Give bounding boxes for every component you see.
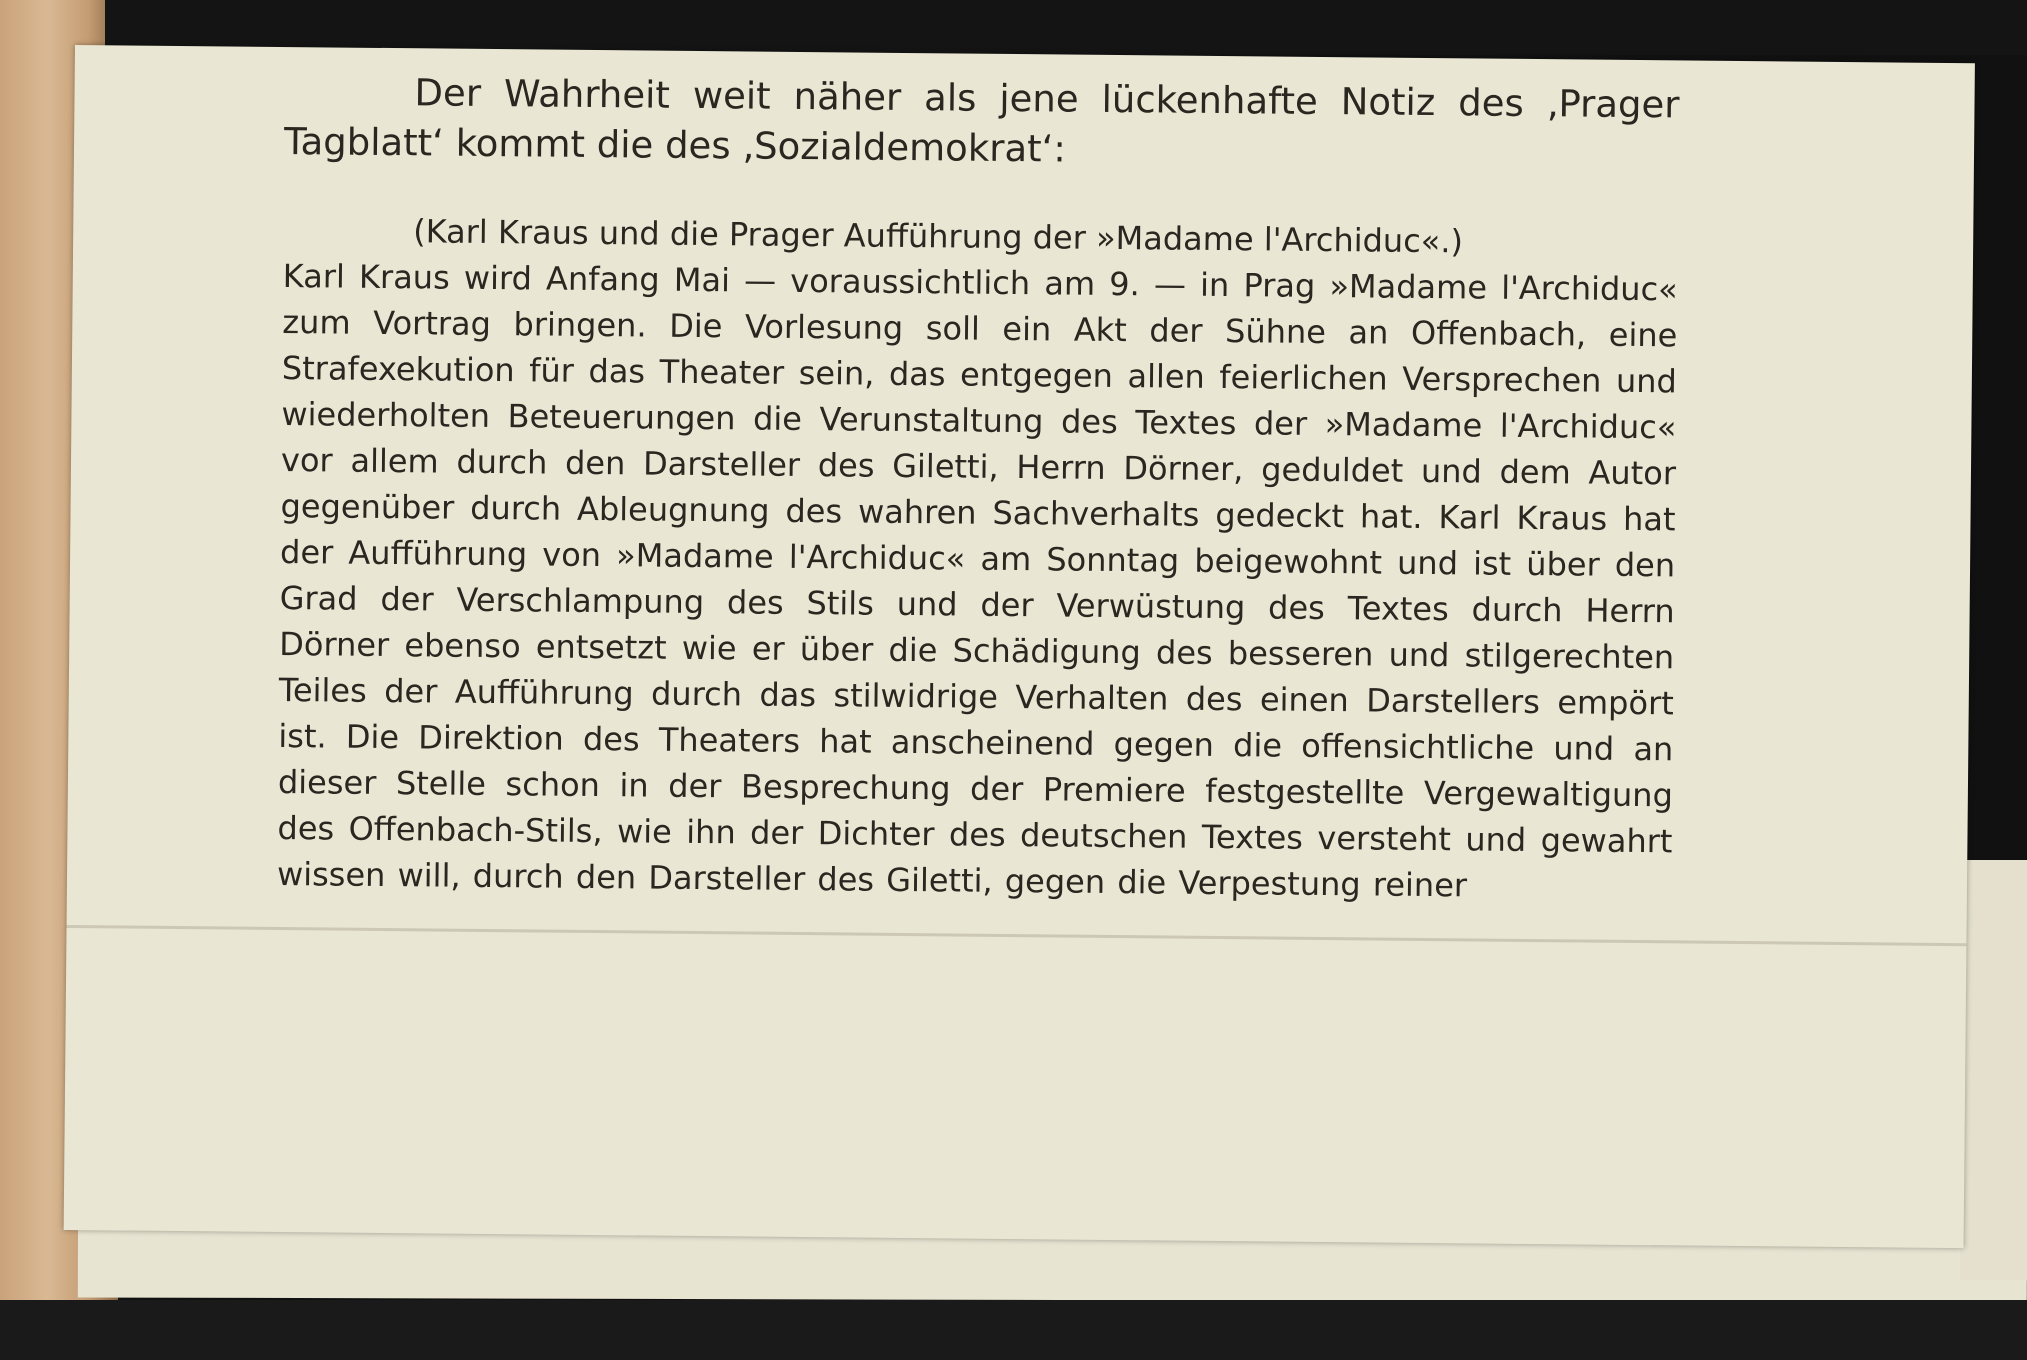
quote-heading: (Karl Kraus und die Prager Aufführung der »Madame l'Archiduc«.)	[413, 212, 1464, 261]
dark-background-top	[105, 0, 2027, 55]
newspaper-clipping	[64, 45, 1975, 1248]
quote-body: Karl Kraus wird Anfang Mai — voraussichtlich am 9. — in Prag »Madame l'Archiduc« zum Vortrag bringen. Die Vorlesung soll ein Akt der Sühne an Offenbach, eine Strafexekution für das Theater sein, das entgegen allen feierlichen Versprechen und wiederholten Beteuerungen die Verunstaltung des Textes der »Madame l'Archiduc« vor allem durch den Darsteller des Giletti, Herrn Dörner, geduldet und dem Autor gegenüber durch Ableugnung des wahren Sachverhalts gedeckt hat. Karl Kraus hat der Aufführung von »Madame l'Archiduc« am Sonntag beigewohnt und ist über den Grad der Verschlampung des Stils und der Verwüstung des Textes durch Herrn Dörner ebenso entsetzt wie er über die Schädigung des besseren und stilgerechten Teiles der Aufführung durch das stilwidrige Verhalten des einen Darstellers empört ist. Die Direktion des Theaters hat anscheinend gegen die offensichtliche und an dieser Stelle schon in der Besprechung der Premiere festgestellte Vergewaltigung des Offenbach-Stils, wie ihn der Dichter des deutschen Textes versteht und gewahrt wissen will, durch den Darsteller des Giletti, gegen die Verpestung reiner	[276, 257, 1678, 905]
dark-background-bottom	[0, 1300, 2027, 1360]
intro-paragraph: Der Wahrheit weit näher als jene lückenhafte Notiz des ‚Prager Tagblatt‘ kommt die des ‚Sozialdemokrat‘:	[283, 71, 1680, 171]
clipping-text	[277, 67, 1680, 910]
underlying-page-right	[1960, 860, 2027, 1280]
